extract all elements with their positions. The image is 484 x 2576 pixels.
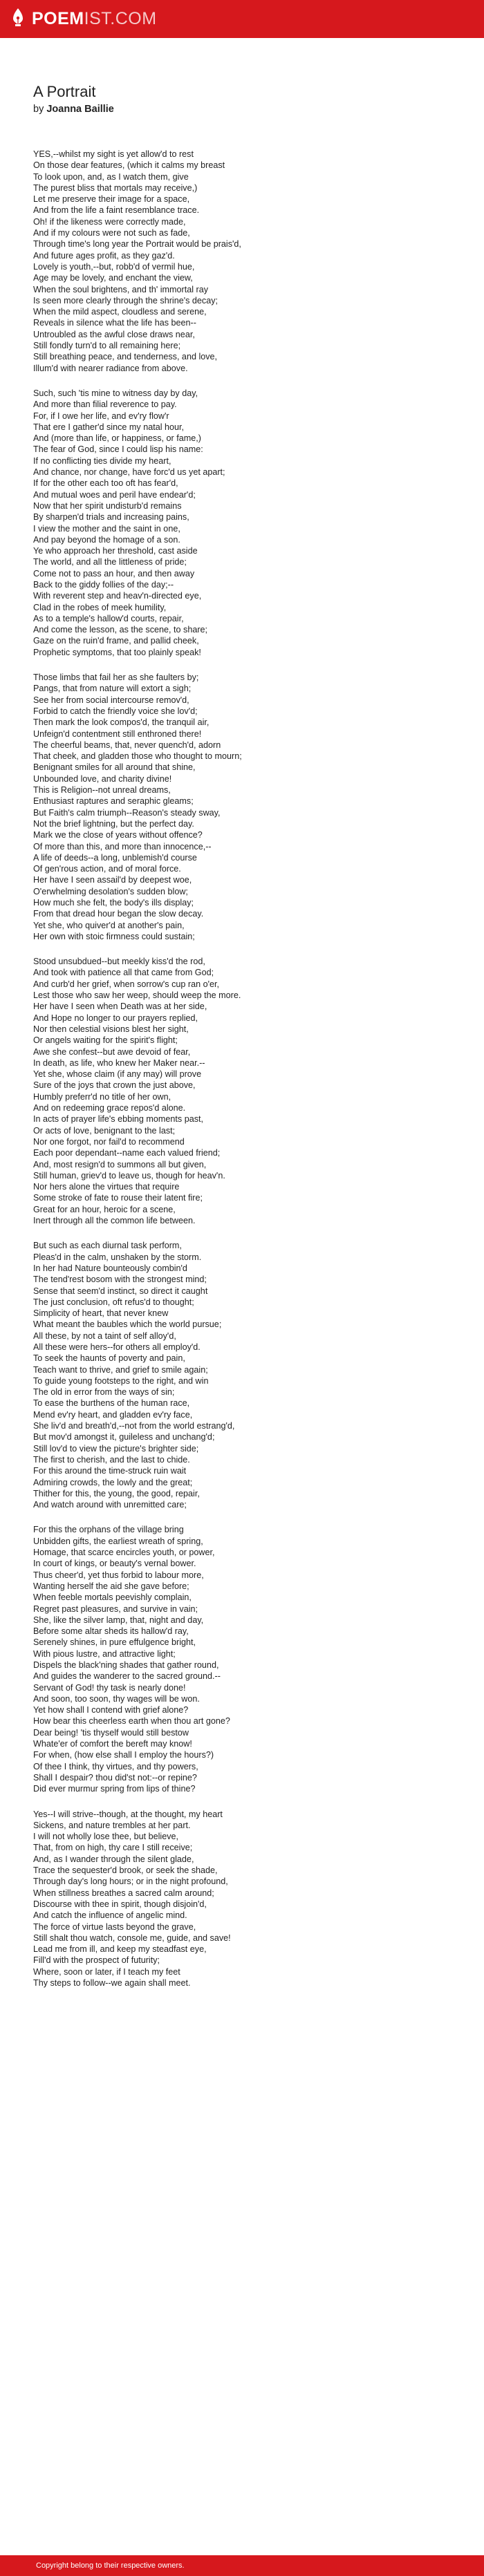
poem-line: This is Religion--not unreal dreams, [33, 785, 171, 796]
poem-line: Simplicity of heart, that never knew [33, 1308, 169, 1319]
poem-line: Each poor dependant--name each valued friend; [33, 1148, 221, 1158]
poem-line: And pay beyond the homage of a son. [33, 534, 180, 545]
poem-line: To guide young footsteps to the right, and win [33, 1375, 209, 1386]
poem-line: Illum'd with nearer radiance from above. [33, 363, 188, 373]
poem-line: When the mild aspect, cloudless and serene, [33, 307, 207, 317]
poem-line: And catch the influence of angelic mind. [33, 1910, 187, 1921]
poem-line: Or angels waiting for the spirit's flight; [33, 1035, 178, 1046]
poem-line: The world, and all the littleness of pride; [33, 557, 187, 567]
poem-line: For this around the time-struck ruin wait [33, 1466, 187, 1476]
poem-line: In acts of prayer life's ebbing moments past, [33, 1114, 204, 1125]
poem-line: What meant the baubles which the world pursue; [33, 1319, 222, 1330]
poem-line: For when, (how else shall I employ the hours?) [33, 1750, 214, 1760]
poem-line: Sense that seem'd instinct, so direct it caught [33, 1286, 208, 1296]
poem-line: The force of virtue lasts beyond the grave, [33, 1921, 196, 1932]
site-logo-text [32, 10, 157, 28]
poem-line: Humbly preferr'd no title of her own, [33, 1091, 171, 1102]
poem-line: Pangs, that from nature will extort a sigh; [33, 684, 192, 694]
poem-line: Benignant smiles for all around that shine, [33, 762, 196, 773]
poem-line: Sickens, and nature trembles at her part. [33, 1820, 191, 1830]
poem-line: Forbid to catch the friendly voice she lov'd; [33, 706, 198, 716]
poem-line: And guides the wanderer to the sacred ground.-- [33, 1671, 221, 1682]
poem-line: Yet she, whose claim (if any may) will prove [33, 1069, 202, 1080]
poem-line: Untroubled as the awful close draws near, [33, 329, 195, 339]
poem-line: Mend ev'ry heart, and gladden ev'ry face, [33, 1409, 193, 1420]
poem-line: That ere I gather'd since my natal hour, [33, 422, 185, 432]
poem-line: Teach want to thrive, and grief to smile again; [33, 1364, 208, 1375]
poem-line: To look upon, and, as I watch them, give [33, 171, 189, 182]
poem-line: But Faith's calm triumph--Reason's steady sway, [33, 807, 221, 818]
poem-line: When stillness breathes a sacred calm around; [33, 1888, 214, 1898]
poem-line: Through time's long year the Portrait would be prais'd, [33, 239, 241, 250]
poem-stanza [33, 672, 484, 942]
poem-line: Enthusiast raptures and seraphic gleams; [33, 796, 194, 807]
poem-line: Her own with stoic firmness could sustain; [33, 931, 195, 941]
poem-line: Still breathing peace, and tenderness, and love, [33, 352, 218, 362]
poem-line: And if my colours were not such as fade, [33, 228, 190, 238]
site-footer [0, 2555, 484, 2576]
poem-line: The first to cherish, and the last to chide. [33, 1454, 190, 1465]
poem-line: Serenely shines, in pure effulgence bright, [33, 1637, 196, 1648]
poem-line: Is seen more clearly through the shrine's decay; [33, 295, 218, 305]
poem-line: Then mark the look compos'd, the tranquil air, [33, 717, 210, 728]
poem-line: And chance, nor change, have forc'd us yet apart; [33, 467, 225, 478]
poem-line: O'erwhelming desolation's sudden blow; [33, 886, 188, 896]
poem-line: And from the life a faint resemblance trace. [33, 205, 200, 216]
poem-line: And, most resign'd to summons all but given, [33, 1159, 207, 1169]
poem-line: Oh! if the likeness were correctly made, [33, 216, 186, 227]
poem-line: The old in error from the ways of sin; [33, 1387, 175, 1398]
site-header [0, 0, 484, 38]
poem-line: In her had Nature bounteously combin'd [33, 1263, 187, 1273]
poem-line: The fear of God, since I could lisp his name: [33, 444, 203, 455]
poem-line: Unbidden gifts, the earliest wreath of spring, [33, 1536, 203, 1546]
poem-line: When the soul brightens, and th' immortal ray [33, 284, 209, 294]
poem-line: With pious lustre, and attractive light; [33, 1648, 176, 1659]
poem-line: Wanting herself the aid she gave before; [33, 1581, 189, 1591]
poem-line: Still human, griev'd to leave us, though for heav'n. [33, 1170, 225, 1181]
poem-line: She liv'd and breath'd,--not from the world estrang'd, [33, 1421, 235, 1431]
poem-line: Prophetic symptoms, that too plainly speak! [33, 647, 201, 657]
poem-line: Trace the sequester'd brook, or seek the shade, [33, 1865, 218, 1876]
poem-line: Her have I seen when Death was at her side, [33, 1002, 207, 1012]
poem-line: And future ages profit, as they gaz'd. [33, 250, 175, 261]
poem-line: If for the other each too oft has fear'd, [33, 478, 178, 489]
poem-line: Whate'er of comfort the bereft may know! [33, 1739, 192, 1749]
poem-line: On those dear features, (which it calms my breast [33, 160, 225, 171]
poem-line: Back to the giddy follies of the day;-- [33, 579, 174, 590]
poem-line: The purest bliss that mortals may receive,) [33, 182, 198, 193]
poem-line: Not the brief lightning, but the perfect day. [33, 818, 194, 829]
poem-line: And took with patience all that came from God; [33, 968, 214, 978]
poem-line: Fill'd with the prospect of futurity; [33, 1955, 160, 1966]
poem-line: Ye who approach her threshold, cast aside [33, 546, 198, 556]
poem-line: And watch around with unremitted care; [33, 1500, 187, 1510]
poem-stanza [33, 956, 484, 1226]
poem-line: The cheerful beams, that, never quench'd, adorn [33, 740, 221, 750]
poem-line: Homage, that scarce encircles youth, or power, [33, 1548, 215, 1558]
poem-line: Of thee I think, thy virtues, and thy powers, [33, 1761, 198, 1771]
poem-line: Yet how shall I contend with grief alone? [33, 1705, 189, 1715]
poem-line: Yes--I will strive--though, at the thought, my heart [33, 1809, 223, 1819]
footer-copyright: Copyright belong to their respective owners. [36, 2561, 185, 2570]
poem-line: In death, as life, who knew her Maker near.-- [33, 1057, 205, 1068]
poem-line: That cheek, and gladden those who thought to mourn; [33, 751, 242, 762]
poem-line: Of more than this, and more than innocence,-- [33, 841, 212, 852]
poem-line: I view the mother and the saint in one, [33, 523, 180, 534]
poem-line: Thither for this, the young, the good, repair, [33, 1488, 200, 1498]
poem-line: Pleas'd in the calm, unshaken by the storm. [33, 1252, 202, 1262]
poem-line: From that dread hour began the slow decay. [33, 909, 204, 919]
byline [33, 102, 484, 116]
poem-line: Such, such 'tis mine to witness day by day, [33, 388, 198, 398]
poem-line: Shall I despair? thou did'st not:--or repine? [33, 1772, 197, 1783]
poem-line: Or acts of love, benignant to the last; [33, 1125, 176, 1136]
poem-stanza [33, 1524, 484, 1794]
poem-line: Thus cheer'd, yet thus forbid to labour more, [33, 1570, 204, 1580]
poem-line: Come not to pass an hour, and then away [33, 568, 195, 579]
poem-line: And, as I wander through the silent glade, [33, 1854, 194, 1864]
poem-line: Still lov'd to view the picture's brighter side; [33, 1443, 199, 1454]
poem-line: The tend'rest bosom with the strongest mind; [33, 1275, 207, 1285]
by-label: by [33, 104, 44, 115]
poem-line: Of gen'rous action, and of moral force. [33, 864, 181, 874]
poem-line: Reveals in silence what the life has been-- [33, 318, 196, 328]
poem-line: Admiring crowds, the lowly and the great; [33, 1477, 193, 1487]
poem-line: Let me preserve their image for a space, [33, 194, 190, 205]
poem-line: Dear being! 'tis thyself would still bestow [33, 1727, 189, 1738]
poem-stanza [33, 388, 484, 658]
poem-line: How much she felt, the body's ills display; [33, 898, 194, 908]
poem-page [0, 38, 484, 1989]
poem-line: But mov'd amongst it, guileless and unchang'd; [33, 1432, 215, 1442]
poem-stanza [33, 1809, 484, 1989]
poem-stanza [33, 149, 484, 374]
poem-line: Some stroke of fate to rouse their latent fire; [33, 1193, 203, 1203]
poem-line: To ease the burthens of the human race, [33, 1398, 190, 1409]
poem-line: Thy steps to follow--we again shall meet. [33, 1978, 191, 1989]
poem-line: Discourse with thee in spirit, though disjoin'd, [33, 1899, 207, 1909]
poem-line: And soon, too soon, thy wages will be won. [33, 1693, 200, 1704]
poem-line: Lead me from ill, and keep my steadfast eye, [33, 1944, 207, 1955]
poem-line: And (more than life, or happiness, or fame,) [33, 433, 201, 444]
poem-line: See her from social intercourse remov'd, [33, 695, 189, 705]
poem-line: Sure of the joys that crown the just above, [33, 1080, 196, 1091]
poem-title: A Portrait [33, 83, 96, 100]
poem-line: If no conflicting ties divide my heart, [33, 455, 171, 466]
poem-line: For this the orphans of the village bring [33, 1525, 184, 1535]
poem-line: How bear this cheerless earth when thou art gone? [33, 1716, 230, 1727]
poem-line: With reverent step and heav'n-directed eye, [33, 591, 202, 601]
poem-line: And mutual woes and peril have endear'd; [33, 489, 196, 500]
poem-line: Stood unsubdued--but meekly kiss'd the rod, [33, 957, 205, 967]
poem-line: Nor hers alone the virtues that require [33, 1182, 180, 1192]
poem-line: Regret past pleasures, and survive in vain; [33, 1604, 198, 1614]
site-logo-link[interactable] [11, 8, 157, 30]
pen-nib-icon [11, 8, 32, 30]
poem-line: All these were hers--for others all employ'd. [33, 1342, 201, 1352]
poem-line: And more than filial reverence to pay. [33, 399, 177, 410]
poem-line: As to a temple's hallow'd courts, repair, [33, 613, 184, 623]
poem-line: Awe she confest--but awe devoid of fear, [33, 1046, 191, 1057]
poem-line: Nor then celestial visions blest her sight, [33, 1024, 189, 1034]
poem-line: YES,--whilst my sight is yet allow'd to rest [33, 149, 194, 159]
logo-bold-text: POEM [32, 9, 84, 28]
poem-line: For, if I owe her life, and ev'ry flow'r [33, 411, 169, 421]
poem-line: All these, by not a taint of self alloy'd, [33, 1331, 176, 1341]
poem-line: Servant of God! thy task is nearly done! [33, 1682, 186, 1693]
poem-line: Nor one forgot, nor fail'd to recommend [33, 1136, 185, 1147]
poem-line: A life of deeds--a long, unblemish'd course [33, 852, 197, 863]
poem-line: Yet she, who quiver'd at another's pain, [33, 920, 185, 930]
poem-line: Great for an hour, heroic for a scene, [33, 1204, 176, 1214]
poem-line: That, from on high, thy care I still receive; [33, 1843, 193, 1853]
poem-line: By sharpen'd trials and increasing pains, [33, 512, 189, 523]
poem-line: Clad in the robes of meek humility, [33, 602, 167, 612]
poem-line: Still shalt thou watch, console me, guide, and save! [33, 1933, 231, 1943]
poem-line: Unbounded love, and charity divine! [33, 773, 172, 784]
poem-line: Lovely is youth,--but, robb'd of vermil hue, [33, 261, 195, 272]
poem-line: And on redeeming grace repos'd alone. [33, 1103, 186, 1113]
logo-light-text: IST.COM [84, 9, 157, 28]
poem-line: She, like the silver lamp, that, night and day, [33, 1615, 204, 1625]
author-name[interactable]: Joanna Baillie [46, 104, 114, 115]
poem-stanza [33, 1240, 484, 1510]
poem-line: I will not wholly lose thee, but believe, [33, 1832, 179, 1842]
poem-line: Inert through all the common life between. [33, 1216, 196, 1226]
poem-line: In court of kings, or beauty's vernal bower. [33, 1559, 196, 1569]
poem-line: Her have I seen assail'd by deepest woe, [33, 875, 192, 885]
poem-line: Now that her spirit undisturb'd remains [33, 500, 182, 511]
poem-line: Dispels the black'ning shades that gather round, [33, 1660, 219, 1670]
poem-line: Through day's long hours; or in the night profound, [33, 1877, 228, 1887]
poem-line: Lest those who saw her weep, should weep the more. [33, 990, 241, 1001]
poem-line: Did ever murmur spring from lips of thine? [33, 1784, 196, 1794]
poem-line: To seek the haunts of poverty and pain, [33, 1353, 185, 1364]
poem-line: And Hope no longer to our prayers replied, [33, 1013, 198, 1023]
poem-line: When feeble mortals peevishly complain, [33, 1592, 192, 1603]
poem-line: Where, soon or later, if I teach my feet [33, 1966, 180, 1977]
poem-line: Before some altar sheds its hallow'd ray, [33, 1626, 189, 1637]
poem-line: Gaze on the ruin'd frame, and pallid cheek, [33, 636, 199, 646]
poem-body [33, 149, 484, 1989]
poem-line: And come the lesson, as the scene, to share; [33, 625, 208, 635]
poem-line: But such as each diurnal task perform, [33, 1241, 182, 1251]
poem-line: Age may be lovely, and enchant the view, [33, 273, 193, 283]
poem-line: Those limbs that fail her as she faulters by; [33, 673, 199, 683]
poem-line: The just conclusion, oft refus'd to thought; [33, 1297, 194, 1307]
poem-line: Still fondly turn'd to all remaining here; [33, 341, 181, 351]
poem-line: Mark we the close of years without offence? [33, 830, 203, 840]
poem-line: And curb'd her grief, when sorrow's cup ran o'er, [33, 979, 220, 989]
poem-line: Unfeign'd contentment still enthroned there! [33, 728, 202, 739]
